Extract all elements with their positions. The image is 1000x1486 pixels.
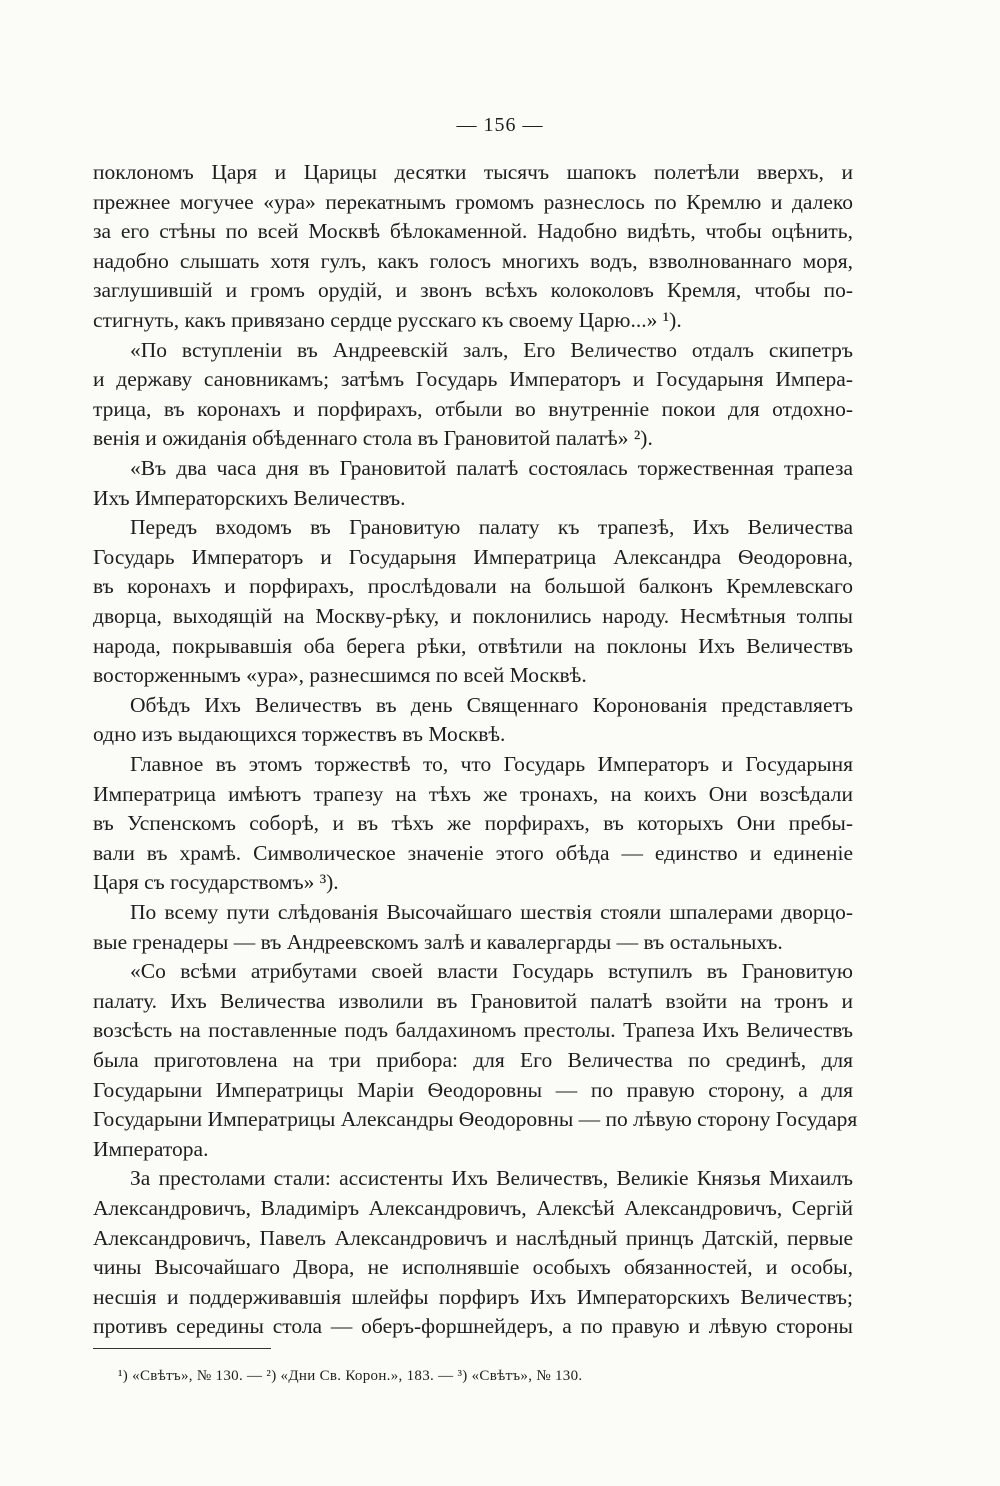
footnote-divider xyxy=(93,1348,271,1349)
text-line: прежнее могучее «ура» перекатнымъ громомъ разнеслось по Кремлю и далеко xyxy=(93,190,853,214)
text-line: Государь Императоръ и Государыня Императрица Александра Ѳеодоровна, xyxy=(93,545,853,569)
text-line: вали въ храмѣ. Символическое значеніе этого обѣда — единство и единеніе xyxy=(93,841,853,865)
text-line: «По вступленіи въ Андреевскій залъ, Его Величество отдалъ скипетръ xyxy=(130,338,853,362)
text-line: «Въ два часа дня въ Грановитой палатѣ состоялась торжественная трапеза xyxy=(130,456,853,480)
text-line: По всему пути слѣдованія Высочайшаго шествія стояли шпалерами дворцо- xyxy=(130,900,853,924)
text-line: вые гренадеры — въ Андреевскомъ залѣ и кавалергарды — въ остальныхъ. xyxy=(93,930,783,954)
text-line: Обѣдъ Ихъ Величествъ въ день Священнаго Коронованія представляетъ xyxy=(130,693,853,717)
text-line: въ Успенскомъ соборѣ, и въ тѣхъ же порфирахъ, въ которыхъ Они пребы- xyxy=(93,811,853,835)
text-line: несшія и поддерживавшія шлейфы порфиръ Ихъ Императорскихъ Величествъ; xyxy=(93,1285,853,1309)
text-line: надобно слышать хотя гулъ, какъ голосъ многихъ водъ, взволнованнаго моря, xyxy=(93,249,853,273)
text-line: Ихъ Императорскихъ Величествъ. xyxy=(93,486,406,510)
text-line: дворца, выходящій на Москву-рѣку, и поклонились народу. Несмѣтныя толпы xyxy=(93,604,853,628)
text-line: Передъ входомъ въ Грановитую палату къ трапезѣ, Ихъ Величества xyxy=(130,515,853,539)
text-line: Императрица имѣютъ трапезу на тѣхъ же тронахъ, на коихъ Они возсѣдали xyxy=(93,782,853,806)
text-line: стигнуть, какъ привязано сердце русскаго къ своему Царю...» ¹). xyxy=(93,308,682,332)
text-line: была приготовлена на три прибора: для Его Величества по срединѣ, для xyxy=(93,1048,853,1072)
text-line: Императора. xyxy=(93,1137,209,1161)
text-line: за его стѣны по всей Москвѣ бѣлокаменной. Надобно видѣть, чтобы оцѣнить, xyxy=(93,219,853,243)
page-number: — 156 — xyxy=(456,114,544,136)
text-line: Александровичъ, Владиміръ Александровичъ, Алексѣй Александровичъ, Сергій xyxy=(93,1196,853,1220)
text-line: венія и ожиданія обѣденнаго стола въ Грановитой палатѣ» ²). xyxy=(93,426,653,450)
text-line: противъ середины стола — оберъ-форшнейдеръ, а по правую и лѣвую стороны xyxy=(93,1314,853,1338)
text-line: и державу сановникамъ; затѣмъ Государь Императоръ и Государыня Импера- xyxy=(93,367,853,391)
text-line: народа, покрывавшія оба берега рѣки, отвѣтили на поклоны Ихъ Величествъ xyxy=(93,634,853,658)
text-line: чины Высочайшаго Двора, не исполнявшіе особыхъ обязанностей, и особы, xyxy=(93,1255,853,1279)
text-line: Главное въ этомъ торжествѣ то, что Государь Императоръ и Государыня xyxy=(130,752,853,776)
text-line: заглушившій и громъ орудій, и звонъ всѣхъ колоколовъ Кремля, чтобы по- xyxy=(93,278,853,302)
text-line: палату. Ихъ Величества изволили въ Грановитой палатѣ взойти на тронъ и xyxy=(93,989,853,1013)
text-line: въ коронахъ и порфирахъ, прослѣдовали на большой балконъ Кремлевскаго xyxy=(93,574,853,598)
text-line: «Со всѣми атрибутами своей власти Государь вступилъ въ Грановитую xyxy=(130,959,853,983)
text-line: поклономъ Царя и Царицы десятки тысячъ шапокъ полетѣли вверхъ, и xyxy=(93,160,853,184)
text-line: восторженнымъ «ура», разнесшимся по всей Москвѣ. xyxy=(93,663,587,687)
text-line: возсѣсть на поставленные подъ балдахиномъ престолы. Трапеза Ихъ Величествъ xyxy=(93,1018,853,1042)
text-line: Государыни Императрицы Маріи Ѳеодоровны — по правую сторону, а для xyxy=(93,1078,853,1102)
text-line: Государыни Императрицы Александры Ѳеодоровны — по лѣвую сторону Государя xyxy=(93,1107,858,1131)
text-line: Александровичъ, Павелъ Александровичъ и наслѣдный принцъ Датскій, первые xyxy=(93,1226,853,1250)
text-line: За престолами стали: ассистенты Ихъ Величествъ, Великіе Князья Михаилъ xyxy=(130,1166,853,1190)
text-line: трица, въ коронахъ и порфирахъ, отбыли во внутренніе покои для отдохно- xyxy=(93,397,853,421)
text-line: Царя съ государствомъ» ³). xyxy=(93,870,339,894)
text-line: одно изъ выдающихся торжествъ въ Москвѣ. xyxy=(93,722,506,746)
footnotes: ¹) «Свѣтъ», № 130. — ²) «Дни Св. Корон.», 183. — ³) «Свѣтъ», № 130. xyxy=(118,1368,583,1384)
